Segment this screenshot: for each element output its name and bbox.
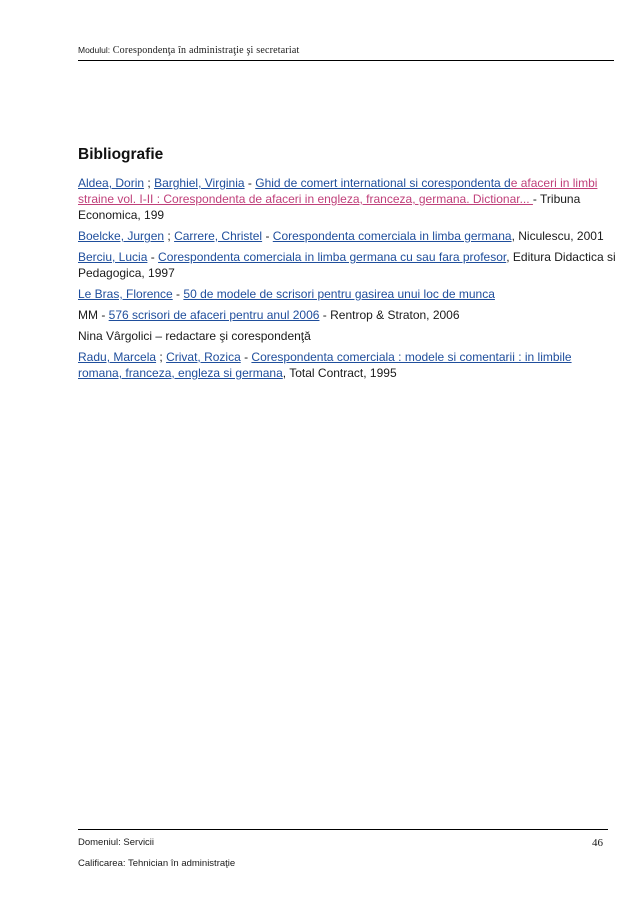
footer-domain: Domeniul: Servicii bbox=[78, 837, 155, 848]
module-label: Modulul: bbox=[78, 45, 111, 55]
bibliography-entry bbox=[78, 175, 618, 223]
separator: ; bbox=[144, 176, 155, 190]
title-link[interactable]: 50 de modele de scrisori pentru gasirea unui loc de munca bbox=[183, 287, 495, 301]
separator: - bbox=[244, 176, 256, 190]
author-link[interactable]: Le Bras, Florence bbox=[78, 287, 173, 301]
bibliography-list bbox=[78, 175, 618, 386]
author-link[interactable]: Radu, Marcela bbox=[78, 350, 157, 364]
title-link-visited[interactable]: e afaceri in limbi straine vol. I-II : Corespondenta de afaceri in engleza, franceza, germana. Dictionar... bbox=[78, 176, 598, 206]
section-title: Bibliografie bbox=[78, 146, 164, 163]
footer-qualification: Calificarea: Tehnician în administraţie bbox=[78, 858, 236, 869]
bibliography-entry bbox=[78, 307, 618, 323]
page-number: 46 bbox=[592, 837, 603, 849]
publisher-text: - Rentrop & Straton, 2006 bbox=[319, 308, 460, 322]
footer-divider bbox=[78, 829, 608, 830]
bibliography-entry: Nina Vârgolici – redactare şi corespondenţă bbox=[78, 329, 311, 343]
bibliography-entry bbox=[78, 228, 618, 244]
separator: ; bbox=[164, 229, 175, 243]
publisher-text: , Niculescu, 2001 bbox=[511, 229, 604, 243]
title-link[interactable]: Corespondenta comerciala in limba germana cu sau fara profesor bbox=[158, 250, 507, 264]
author-link[interactable]: Aldea, Dorin bbox=[78, 176, 145, 190]
author-link[interactable]: Boelcke, Jurgen bbox=[78, 229, 165, 243]
page-header bbox=[78, 44, 614, 61]
title-link[interactable]: Corespondenta comerciala : modele si comentarii : in limbile romana, franceza, engleza si germana bbox=[78, 350, 572, 380]
separator: - bbox=[262, 229, 273, 243]
publisher-text: , Editura Didactica si Pedagogica, 1997 bbox=[78, 250, 616, 280]
separator: - bbox=[172, 287, 184, 301]
publisher-text: , Total Contract, 1995 bbox=[282, 366, 397, 380]
separator: ; bbox=[156, 350, 167, 364]
author-link[interactable]: Berciu, Lucia bbox=[78, 250, 148, 264]
bibliography-entry bbox=[78, 349, 618, 381]
publisher-text: - Tribuna Economica, 199 bbox=[78, 192, 581, 222]
title-link[interactable]: 576 scrisori de afaceri pentru anul 2006 bbox=[108, 308, 320, 322]
author-link[interactable]: Barghiel, Virginia bbox=[154, 176, 245, 190]
prefix-text: MM - bbox=[78, 308, 109, 322]
bibliography-entry bbox=[78, 249, 618, 281]
module-title: Corespondenţa în administraţie şi secretariat bbox=[112, 45, 300, 56]
title-link[interactable]: Corespondenta comerciala in limba germana bbox=[272, 229, 512, 243]
separator: - bbox=[147, 250, 159, 264]
author-link[interactable]: Carrere, Christel bbox=[174, 229, 263, 243]
author-link[interactable]: Crivat, Rozica bbox=[166, 350, 241, 364]
title-link[interactable]: Ghid de comert international si corespondenta d bbox=[255, 176, 511, 190]
separator: - bbox=[240, 350, 252, 364]
bibliography-entry bbox=[78, 286, 618, 302]
